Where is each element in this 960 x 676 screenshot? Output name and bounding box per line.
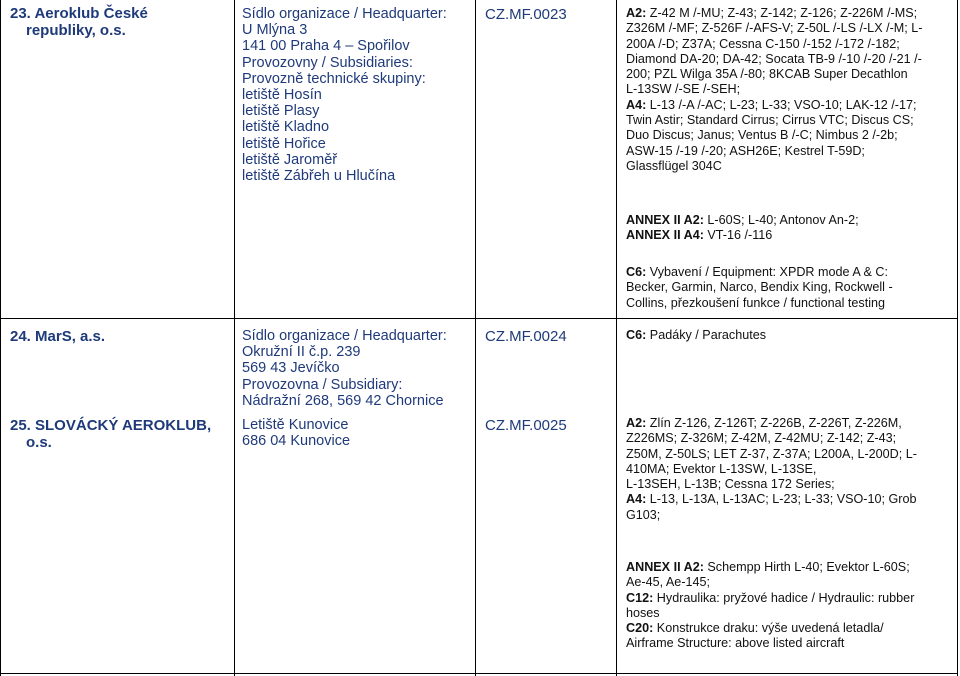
approval-code-23: CZ.MF.0023 [485,6,567,23]
scope-ratings-23: A2: Z-42 M /-MU; Z-43; Z-142; Z-126; Z-226M /-MS; Z326M /-MF; Z-526F /-AFS-V; Z-50L /-LS /-LX /-M; L- 200A /-D; Z37A; Cessna C-150 /-152 /-172 /-182; Diamond DA-20; DA-42; Socata TB-9 /-10 /-20 /-21 /- 200; PZL Wilga 35A /-80; 8KCAB Super Decathlon L-13SW /-SE /-SEH; A4: L-13 /-A /-AC; L-23; L-33; VSO-10; LAK-12 /-17; Twin Astir; Standard Cirrus; Cirrus VTC; Discus CS; Duo Discus; Janus; Ventus B /-C; Nimbus 2 /-2b; ASW-15 /-19 /-20; ASH26E; Kestrel T-59D; Glassflügel 304C [626,6,923,173]
approval-code-24: CZ.MF.0024 [485,328,567,345]
org-name-24: 24. MarS, a.s. [10,328,106,345]
approval-code-25: CZ.MF.0025 [485,417,567,434]
grid-line-col3 [616,0,617,676]
grid-line-row23-bottom [0,318,958,319]
scope-annex-25: ANNEX II A2: Schempp Hirth L-40; Evektor L-60S; Ae-45, Ae-145; C12: Hydraulika: pryžové hadice / Hydraulic: rubber hoses C20: Konstrukce draku: výše uvedená letadla/ Airframe Structure: above listed aircraft [626,560,915,651]
grid-line-col1 [234,0,235,676]
org-name-23: 23. Aeroklub České republiky, o.s. [10,5,148,39]
org-address-24: Sídlo organizace / Headquarter: Okružní II č.p. 239 569 43 Jevíčko Provozovna / Subsidiary: Nádražní 268, 569 42 Chornice [242,328,447,409]
scope-annex-23: ANNEX II A2: L-60S; L-40; Antonov An-2; ANNEX II A4: VT-16 /-116 [626,213,859,243]
scope-equipment-23: C6: Vybavení / Equipment: XPDR mode A & C: Becker, Garmin, Narco, Bendix King, Rockwell - Collins, přezkoušení funkce / functional testing [626,265,893,310]
grid-line-left [0,0,1,676]
scope-ratings-25: A2: Zlín Z-126, Z-126T; Z-226B, Z-226T, Z-226M, Z226MS; Z-326M; Z-42M, Z-42MU; Z-142; Z-43; Z50M, Z-50LS; LET Z-37, Z-37A; L200A, L-200D; L- 410MA; Evektor L-13SW, L-13SE, L-13SEH, L-13B; Cessna 172 Series; A4: L-13, L-13A, L-13AC; L-23; L-33; VSO-10; Grob G103; [626,416,917,522]
org-address-25: Letiště Kunovice 686 04 Kunovice [242,417,351,450]
grid-line-table-bottom [0,673,958,674]
org-name-25: 25. SLOVÁCKÝ AEROKLUB, o.s. [10,417,212,451]
org-address-23: Sídlo organizace / Headquarter: U Mlýna 3 141 00 Praha 4 – Spořilov Provozovny / Subsidiaries: Provozně technické skupiny: letiště Hosín letiště Plasy letiště Kladno letiště Hořice letiště Jaroměř letiště Zábřeh u Hlučína [242,6,447,185]
grid-line-right [957,0,958,676]
grid-line-col2 [475,0,476,676]
scope-ratings-24: C6: Padáky / Parachutes [626,328,767,342]
